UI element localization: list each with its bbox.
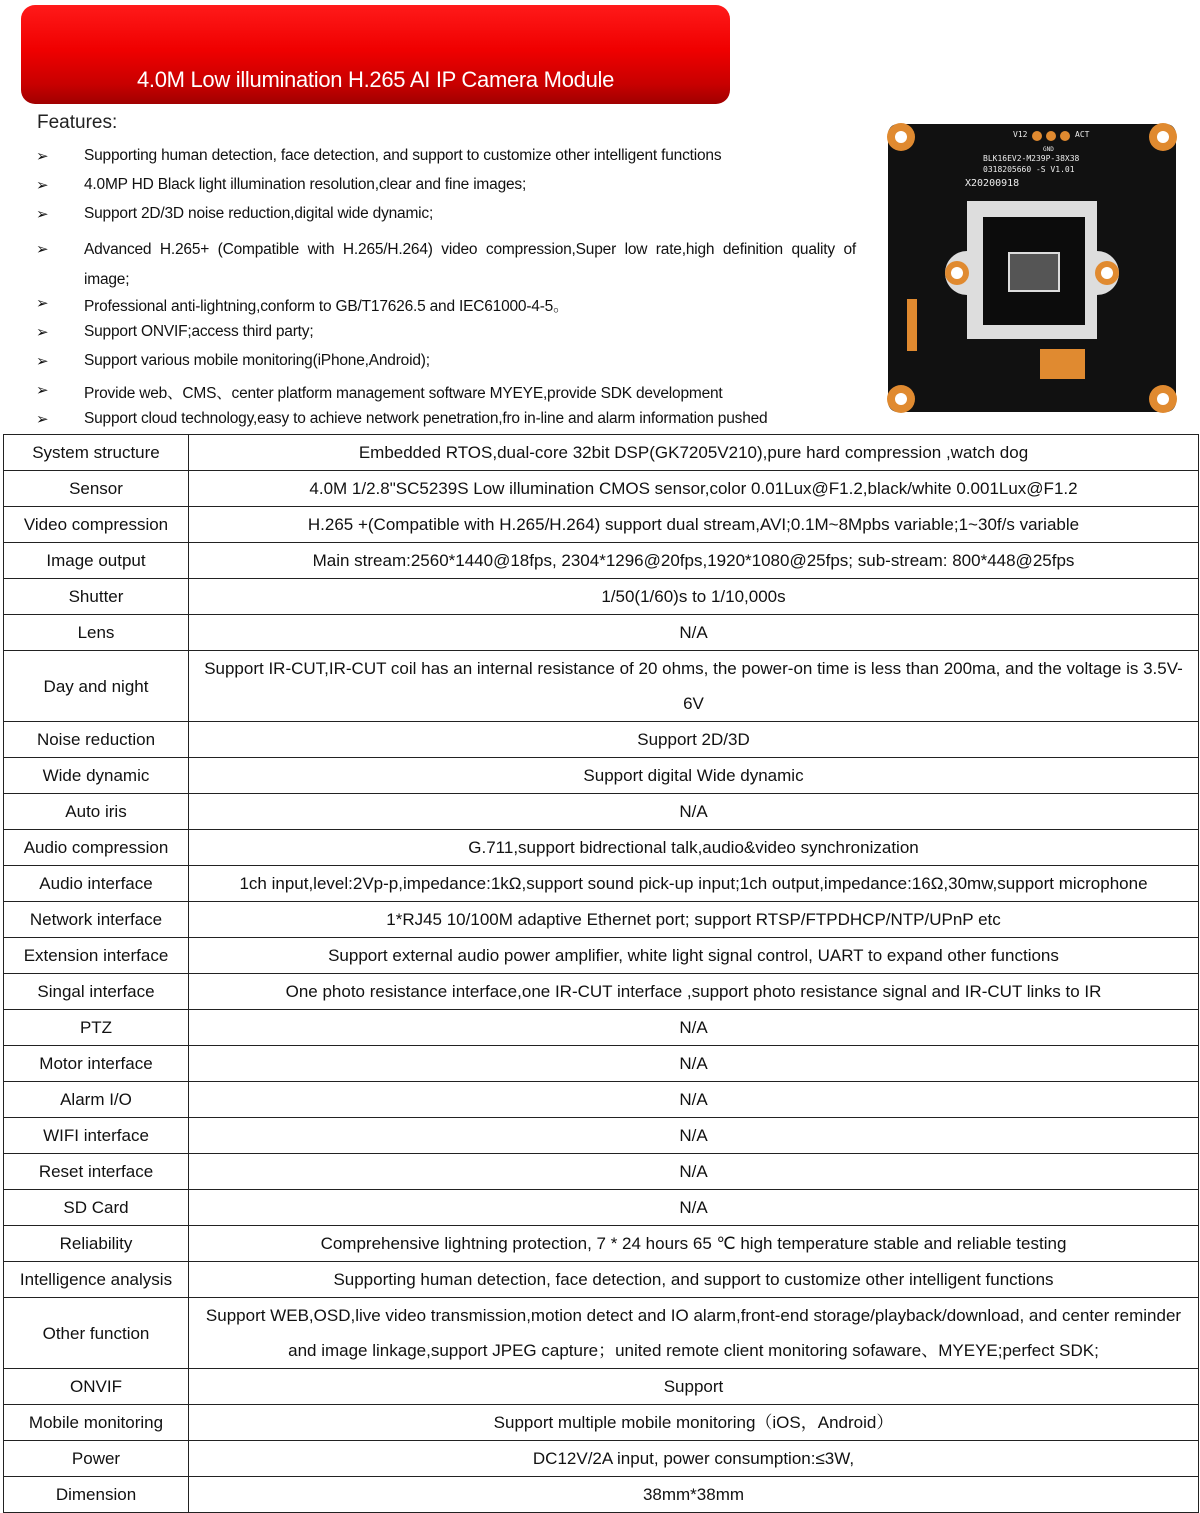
arrow-bullet-icon: ➢ <box>36 148 49 165</box>
spec-label: ONVIF <box>4 1369 189 1405</box>
spec-label: Lens <box>4 615 189 651</box>
table-row <box>4 1082 1199 1118</box>
table-row <box>4 615 1199 651</box>
table-row <box>4 435 1199 471</box>
spec-value: H.265 +(Compatible with H.265/H.264) support dual stream,AVI;0.1M~8Mpbs variable;1~30f/s variable <box>189 507 1199 543</box>
spec-value: DC12V/2A input, power consumption:≤3W, <box>189 1441 1199 1477</box>
spec-label: Alarm I/O <box>4 1082 189 1118</box>
spec-label: Extension interface <box>4 938 189 974</box>
spec-value: N/A <box>189 1082 1199 1118</box>
arrow-bullet-icon: ➢ <box>36 324 49 341</box>
spec-value: N/A <box>189 1010 1199 1046</box>
feature-text: Professional anti-lightning,conform to GB/T17626.5 and IEC61000-4-5。 <box>84 298 569 315</box>
table-row <box>4 1226 1199 1262</box>
spec-value: Main stream:2560*1440@18fps, 2304*1296@20fps,1920*1080@25fps; sub-stream: 800*448@25fps <box>189 543 1199 579</box>
arrow-bullet-icon: ➢ <box>36 295 49 312</box>
spec-label: Reliability <box>4 1226 189 1262</box>
feature-text: Support 2D/3D noise reduction,digital wide dynamic; <box>84 205 434 222</box>
spec-value: N/A <box>189 1046 1199 1082</box>
board-label: 0318205660 -S V1.01 <box>983 165 1075 174</box>
spec-label: Intelligence analysis <box>4 1262 189 1298</box>
arrow-bullet-icon: ➢ <box>36 353 49 370</box>
spec-label: Video compression <box>4 507 189 543</box>
spec-label: Auto iris <box>4 794 189 830</box>
board-label: BLK16EV2-M239P-38X38 <box>983 154 1080 163</box>
arrow-bullet-icon: ➢ <box>36 241 49 258</box>
table-row <box>4 1441 1199 1477</box>
table-row <box>4 1046 1199 1082</box>
board-label: V12 <box>1013 130 1028 139</box>
spec-value: N/A <box>189 1190 1199 1226</box>
spec-value: G.711,support bidrectional talk,audio&video synchronization <box>189 830 1199 866</box>
feature-text: Support cloud technology,easy to achieve network penetration,fro in-line and alarm information pushed <box>84 410 768 427</box>
spec-value: 1*RJ45 10/100M adaptive Ethernet port; support RTSP/FTPDHCP/NTP/UPnP etc <box>189 902 1199 938</box>
feature-text: Support various mobile monitoring(iPhone,Android); <box>84 352 430 369</box>
spec-value: Support digital Wide dynamic <box>189 758 1199 794</box>
spec-value: N/A <box>189 615 1199 651</box>
table-row <box>4 794 1199 830</box>
spec-label: Audio interface <box>4 866 189 902</box>
arrow-bullet-icon: ➢ <box>36 411 49 428</box>
spec-label: Wide dynamic <box>4 758 189 794</box>
spec-label: Network interface <box>4 902 189 938</box>
spec-label: WIFI interface <box>4 1118 189 1154</box>
spec-value: Support 2D/3D <box>189 722 1199 758</box>
features-heading: Features: <box>37 112 118 133</box>
spec-label: Image output <box>4 543 189 579</box>
feature-text: 4.0MP HD Black light illumination resolution,clear and fine images; <box>84 176 527 193</box>
board-label: GND <box>1043 146 1054 153</box>
camera-module-image <box>885 121 1179 415</box>
spec-label: Sensor <box>4 471 189 507</box>
table-row <box>4 471 1199 507</box>
spec-label: Dimension <box>4 1477 189 1513</box>
table-row <box>4 866 1199 902</box>
spec-value: N/A <box>189 794 1199 830</box>
title-banner <box>21 5 730 104</box>
spec-label: Power <box>4 1441 189 1477</box>
table-row <box>4 902 1199 938</box>
feature-text: Support ONVIF;access third party; <box>84 323 314 340</box>
spec-label: Day and night <box>4 651 189 722</box>
arrow-bullet-icon: ➢ <box>36 177 49 194</box>
table-row <box>4 579 1199 615</box>
spec-label: PTZ <box>4 1010 189 1046</box>
specifications-table <box>3 434 1199 1513</box>
spec-value: N/A <box>189 1154 1199 1190</box>
arrow-bullet-icon: ➢ <box>36 206 49 223</box>
table-row <box>4 507 1199 543</box>
table-row <box>4 938 1199 974</box>
spec-value: 38mm*38mm <box>189 1477 1199 1513</box>
board-label: ACT <box>1075 130 1090 139</box>
feature-text: Provide web、CMS、center platform management software MYEYE,provide SDK development <box>84 385 723 402</box>
spec-value: Support IR-CUT,IR-CUT coil has an internal resistance of 20 ohms, the power-on time is less than 200ma, and the voltage is 3.5V-6V <box>189 651 1199 722</box>
spec-value: 4.0M 1/2.8"SC5239S Low illumination CMOS sensor,color 0.01Lux@F1.2,black/white 0.001Lux@F1.2 <box>189 471 1199 507</box>
spec-label: Audio compression <box>4 830 189 866</box>
spec-label: Shutter <box>4 579 189 615</box>
spec-value: Supporting human detection, face detection, and support to customize other intelligent functions <box>189 1262 1199 1298</box>
spec-label: Noise reduction <box>4 722 189 758</box>
arrow-bullet-icon: ➢ <box>36 382 49 399</box>
table-row <box>4 1369 1199 1405</box>
table-row <box>4 830 1199 866</box>
board-label: X20200918 <box>965 178 1020 189</box>
spec-label: Other function <box>4 1298 189 1369</box>
table-row <box>4 722 1199 758</box>
spec-value: Support <box>189 1369 1199 1405</box>
spec-value: Support WEB,OSD,live video transmission,motion detect and IO alarm,front-end storage/playback/download, and center reminder and image linkage,support JPEG capture；united remote client monitoring sofaware、MYEYE;perfect SDK; <box>189 1298 1199 1369</box>
spec-value: Support multiple mobile monitoring（iOS，Android） <box>189 1405 1199 1441</box>
spec-label: Singal interface <box>4 974 189 1010</box>
page-title: 4.0M Low illumination H.265 AI IP Camera Module <box>136 67 615 92</box>
table-row <box>4 1154 1199 1190</box>
spec-label: Mobile monitoring <box>4 1405 189 1441</box>
spec-value: Comprehensive lightning protection, 7 * 24 hours 65 ℃ high temperature stable and reliable testing <box>189 1226 1199 1262</box>
spec-label: SD Card <box>4 1190 189 1226</box>
spec-value: 1/50(1/60)s to 1/10,000s <box>189 579 1199 615</box>
table-row <box>4 1262 1199 1298</box>
table-row <box>4 1477 1199 1513</box>
table-row <box>4 1298 1199 1369</box>
spec-label: Motor interface <box>4 1046 189 1082</box>
spec-value: N/A <box>189 1118 1199 1154</box>
spec-value: One photo resistance interface,one IR-CUT interface ,support photo resistance signal and IR-CUT links to IR <box>189 974 1199 1010</box>
spec-value: 1ch input,level:2Vp-p,impedance:1kΩ,support sound pick-up input;1ch output,impedance:16Ω,30mw,support microphone <box>189 866 1199 902</box>
table-row <box>4 1010 1199 1046</box>
table-row <box>4 974 1199 1010</box>
table-row <box>4 1405 1199 1441</box>
table-row <box>4 651 1199 722</box>
spec-value: Support external audio power amplifier, white light signal control, UART to expand other functions <box>189 938 1199 974</box>
table-row <box>4 1118 1199 1154</box>
spec-label: System structure <box>4 435 189 471</box>
table-row <box>4 1190 1199 1226</box>
spec-value: Embedded RTOS,dual-core 32bit DSP(GK7205V210),pure hard compression ,watch dog <box>189 435 1199 471</box>
table-row <box>4 543 1199 579</box>
feature-text: Supporting human detection, face detection, and support to customize other intelligent functions <box>84 147 722 164</box>
table-row <box>4 758 1199 794</box>
spec-label: Reset interface <box>4 1154 189 1190</box>
feature-text: Advanced H.265+ (Compatible with H.265/H.264) video compression,Super low rate,high definition quality of image; <box>84 241 856 288</box>
